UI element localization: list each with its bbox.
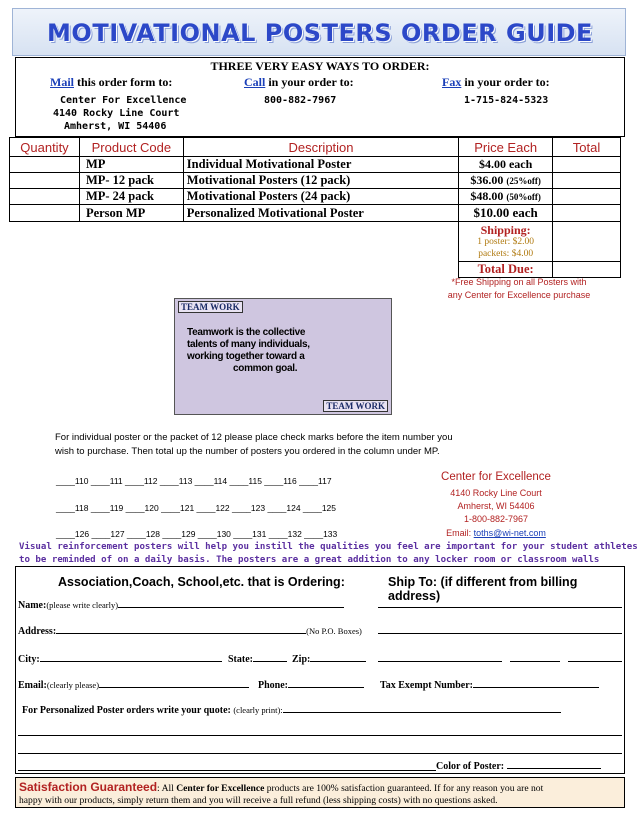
shipping-row <box>10 222 621 262</box>
guarantee-company: Center for Excellence <box>176 783 265 794</box>
ways-heading: THREE VERY EASY WAYS TO ORDER: <box>210 59 430 73</box>
product-code-cell: Person MP <box>79 205 183 222</box>
ship-to-heading: Ship To: (if different from billing address) <box>388 575 578 603</box>
poster-sample <box>174 298 392 415</box>
ordering-heading: Association,Coach, School,etc. that is Ordering: <box>58 575 345 589</box>
address-note: (No P.O. Boxes) <box>306 626 362 636</box>
description-cell: Motivational Posters (12 pack) <box>183 173 458 189</box>
guarantee-line1 <box>19 780 543 794</box>
ship-name-line[interactable] <box>378 599 622 608</box>
reinforcement-line2: to be reminded of on a daily basis. The posters are a great addition to any locker room or classroom walls <box>19 555 600 565</box>
ship-state-line[interactable] <box>510 653 560 662</box>
guarantee-line2: happy with our products, simply return them and you will receive a full refund (less shipping costs) with no questions asked. <box>19 795 498 806</box>
color-label: Color of Poster: <box>436 761 505 772</box>
order-phone: 800-882-7967 <box>264 95 337 106</box>
tax-exempt-label: Tax Exempt Number: <box>380 680 473 691</box>
email-field[interactable] <box>18 679 249 691</box>
poster-tag-top: TEAM WORK <box>178 301 243 313</box>
email-label: Email: <box>18 680 47 691</box>
shipping-rate-single: 1 poster: $2.00 <box>477 236 534 247</box>
name-label: Name: <box>18 600 47 611</box>
guarantee-title: Satisfaction Guaranteed <box>19 780 158 794</box>
price-cell: $4.00 each <box>459 157 553 173</box>
discount-note: (25%off) <box>506 176 541 186</box>
table-row <box>10 173 621 189</box>
mail-instruction <box>50 75 172 90</box>
table-header-row <box>10 138 621 157</box>
address-field[interactable] <box>18 625 362 637</box>
product-code-cell: MP <box>79 157 183 173</box>
poster-quote-line3: working together toward a <box>187 351 305 362</box>
ship-city-line[interactable] <box>378 653 502 662</box>
table-row <box>10 157 621 173</box>
guarantee-text-a: : All <box>157 783 177 794</box>
product-code-cell: MP- 24 pack <box>79 189 183 205</box>
free-shipping-line2: any Center for Excellence purchase <box>447 290 591 300</box>
cfe-email <box>416 528 576 538</box>
header-total: Total <box>553 138 621 157</box>
quantity-cell[interactable] <box>10 205 80 222</box>
zip-field[interactable] <box>292 653 366 665</box>
city-label: City: <box>18 654 40 665</box>
ways-to-order-box <box>15 57 625 137</box>
billing-form <box>15 566 625 774</box>
cfe-email-label: Email: <box>446 528 472 538</box>
total-due-label: Total Due: <box>459 262 553 278</box>
address-line3: Amherst, WI 54406 <box>64 121 167 132</box>
price-value: $48.00 <box>470 189 504 203</box>
poster-number-row-1[interactable]: ____110 ____111 ____112 ____113 ____114 ____115 ____116 ____117 <box>56 476 332 486</box>
price-value: $36.00 <box>470 173 504 187</box>
poster-quote-line2: talents of many individuals, <box>187 339 310 350</box>
order-table <box>9 137 621 278</box>
discount-note: (50%off) <box>506 192 541 202</box>
total-cell[interactable] <box>553 173 621 189</box>
state-label: State: <box>228 654 253 665</box>
poster-quote-line4: common goal. <box>233 363 298 374</box>
poster-number-row-2[interactable]: ____118 ____119 ____120 ____121 ____122 ____123 ____124 ____125 <box>56 503 336 513</box>
quote-field[interactable] <box>22 704 561 716</box>
table-row <box>10 189 621 205</box>
name-field[interactable] <box>18 599 344 611</box>
poster-quote-line1: Teamwork is the collective <box>187 327 306 338</box>
poster-quote <box>187 327 377 375</box>
description-cell: Individual Motivational Poster <box>183 157 458 173</box>
total-cell[interactable] <box>553 189 621 205</box>
zip-label: Zip: <box>292 654 311 665</box>
email-note: (clearly please) <box>46 680 100 690</box>
header-price-each: Price Each <box>459 138 553 157</box>
reinforcement-text <box>19 541 638 567</box>
fax-link[interactable]: Fax <box>442 75 462 89</box>
header-quantity: Quantity <box>10 138 80 157</box>
fax-instruction <box>442 75 550 90</box>
quote-line-3[interactable] <box>18 745 622 754</box>
table-row <box>10 205 621 222</box>
quantity-cell[interactable] <box>10 189 80 205</box>
instructions-line1: For individual poster or the packet of 12 please place check marks before the item number you <box>55 432 453 443</box>
cfe-name: Center for Excellence <box>441 471 551 483</box>
shipping-cell <box>459 222 553 262</box>
cfe-phone: 1-800-882-7967 <box>463 514 529 524</box>
ship-zip-line[interactable] <box>568 653 622 662</box>
call-instruction-text: in your order to: <box>265 75 354 89</box>
tax-exempt-field[interactable] <box>380 679 599 691</box>
description-cell: Personalized Motivational Poster <box>183 205 458 222</box>
poster-number-row-3[interactable]: ____126 ____127 ____128 ____129 ____130 ____131 ____132 ____133 <box>56 529 338 539</box>
address-line1: Center For Excellence <box>60 95 187 106</box>
phone-field[interactable] <box>258 679 364 691</box>
price-cell <box>459 173 553 189</box>
cfe-email-link[interactable]: toths@wi-net.com <box>473 528 546 538</box>
price-cell <box>459 189 553 205</box>
price-cell: $10.00 each <box>459 205 553 222</box>
quote-label: For Personalized Poster orders write your quote: <box>22 705 231 716</box>
call-instruction <box>244 75 354 90</box>
address-line2: 4140 Rocky Line Court <box>53 108 180 119</box>
free-shipping-line1: *Free Shipping on all Posters with <box>451 277 587 287</box>
free-shipping-note <box>400 276 638 302</box>
page-title: MOTIVATIONAL POSTERS ORDER GUIDE <box>47 19 593 47</box>
total-cell[interactable] <box>553 205 621 222</box>
mail-link[interactable]: Mail <box>50 75 74 89</box>
fax-instruction-text: in your order to: <box>461 75 550 89</box>
ship-address-line[interactable] <box>378 625 622 634</box>
name-note: (please write clearly) <box>46 600 119 610</box>
title-banner <box>12 8 626 56</box>
description-cell: Motivational Posters (24 pack) <box>183 189 458 205</box>
instructions-line2: wish to purchase. Then total up the number of posters you ordered in the column under MP. <box>55 446 440 457</box>
address-label: Address: <box>18 626 57 637</box>
call-link[interactable]: Call <box>244 75 266 89</box>
header-description: Description <box>183 138 458 157</box>
cfe-city: Amherst, WI 54406 <box>457 501 535 511</box>
city-field[interactable] <box>18 653 222 665</box>
total-cell[interactable] <box>553 157 621 173</box>
shipping-rate-packets: packets: $4.00 <box>478 248 534 259</box>
quote-note: (clearly print): <box>233 705 283 715</box>
order-fax: 1-715-824-5323 <box>464 95 549 106</box>
product-code-cell: MP- 12 pack <box>79 173 183 189</box>
state-field[interactable] <box>228 653 287 665</box>
color-field[interactable] <box>436 760 601 772</box>
quantity-cell[interactable] <box>10 173 80 189</box>
shipping-label: Shipping: <box>480 222 531 237</box>
mail-instruction-text: this order form to: <box>74 75 173 89</box>
poster-tag-bottom: TEAM WORK <box>323 400 388 412</box>
quote-line-4[interactable] <box>18 762 436 771</box>
quantity-cell[interactable] <box>10 157 80 173</box>
phone-label: Phone: <box>258 680 288 691</box>
guarantee-text-b: products are 100% satisfaction guaranteed. If for any reason you are not <box>264 783 544 794</box>
guarantee-box <box>15 777 625 808</box>
shipping-total-cell[interactable] <box>553 222 621 262</box>
reinforcement-line1: Visual reinforcement posters will help you instill the qualities you feel are important for your student athletes <box>19 542 638 552</box>
quote-line-2[interactable] <box>18 727 622 736</box>
cfe-street: 4140 Rocky Line Court <box>450 488 542 498</box>
header-product-code: Product Code <box>79 138 183 157</box>
